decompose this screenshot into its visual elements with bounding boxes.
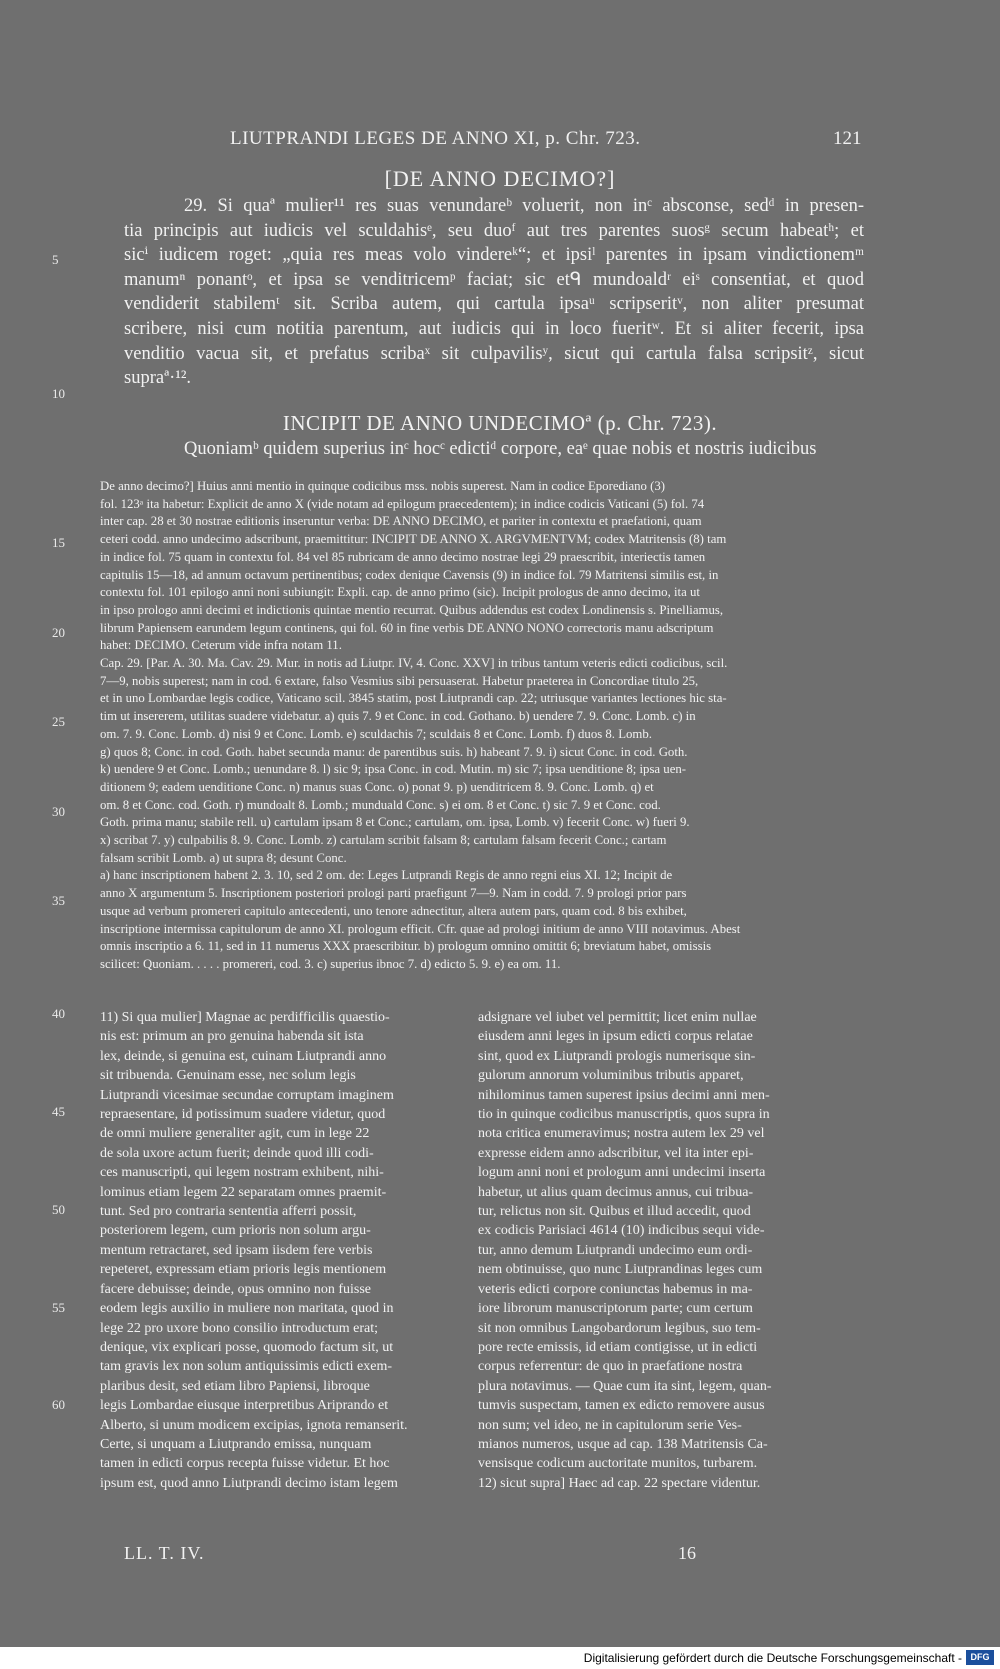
commentary-line: plura notavimus. — Quae cum ita sint, legem, quan- xyxy=(478,1378,772,1394)
apparatus-line: De anno decimo?] Huius anni mentio in quinque codicibus mss. nobis superest. Nam in codice Eporediano (3) xyxy=(100,479,666,493)
apparatus-line: in ipso prologo anni decimi et indictionis quintae mentio recurrat. Quibus addendus est codex Londinensis s. Pinelliamus, xyxy=(100,602,724,617)
commentary-line: repeteret, expressam etiam prioris legis mentionem xyxy=(100,1262,387,1278)
apparatus-line: ceteri codd. anno undecimo adscribunt, praemittitur: INCIPIT DE ANNO X. ARGVMENTVM; codex Matritensis (8) tam xyxy=(100,532,727,547)
commentary-line: tur, relictus non sit. Quibus et illud accedit, quod xyxy=(478,1204,751,1220)
commentary-line: iore librorum manuscriptorum parte; cum certum xyxy=(478,1301,753,1317)
commentary-line: tumvis suspectam, tamen ex edicto removere ausus xyxy=(478,1398,765,1414)
commentary-line: vensisque codicum auctoritate munitos, turbarem. xyxy=(478,1456,758,1472)
commentary-line: ex codicis Parisiaci 4614 (10) indicibus sequi vide- xyxy=(478,1223,765,1239)
apparatus-line: usque ad verbum promereri capitulo antecedenti, uno tenore adnectitur, altera autem pars, quam cod. 8 bis exhibet, xyxy=(100,903,687,918)
commentary-line: de omni muliere generaliter agit, cum in lege 22 xyxy=(100,1126,370,1142)
commentary-line: ces manuscripti, qui legem nostram exhibent, nihi- xyxy=(100,1165,384,1181)
apparatus-line: anno X argumentum 5. Inscriptionem posteriori prologi parti praefigunt 7—9. Nam in codd. 7. 9 prologi prior pars xyxy=(100,886,687,901)
commentary-line: corpus referrentur: de quo in praefatione nostra xyxy=(478,1359,743,1375)
margin-line-number: 20 xyxy=(52,625,65,640)
apparatus-line: librum Papiensem earundem legum continens, qui fol. 60 in fine verbis DE ANNO NONO correctoris manu adscriptum xyxy=(100,620,714,635)
commentary-line: plaribus desit, sed etiam libro Papiensi, libroque xyxy=(100,1378,370,1394)
commentary-line: nis est: primum an pro genuina habenda sit ista xyxy=(100,1029,364,1045)
apparatus-line: omnis inscriptio a 6. 11, sed in 11 numerus XXX praescribitur. b) prologum omnino omittit 6; breviatum habet, omissis xyxy=(100,939,712,954)
apparatus-line: Goth. prima manu; stabile rell. u) cartulam ipsam 8 et Conc.; cartulam, om. ipsa, Lomb. v) fecerit Conc. w) fueri 9. xyxy=(100,815,690,830)
apparatus-line: a) hanc inscriptionem habent 2. 3. 10, sed 2 om. de: Leges Lutprandi Regis de anno regni eius XI. 12; Incipit de xyxy=(100,868,673,883)
critical-apparatus xyxy=(100,478,864,974)
dfg-logo-icon: DFG xyxy=(966,1650,994,1665)
chapter-29-line: manumⁿ ponantᵒ, et ipsa se venditricemᵖ faciat; sic etᑫ mundoaldʳ eiˢ consentiat, et quod xyxy=(124,269,864,290)
apparatus-line: scilicet: Quoniam. . . . . promereri, cod. 3. c) superius ibnoc 7. d) edicto 5. 9. e) ea om. 11. xyxy=(100,956,561,971)
commentary-line: facere debuisse; deinde, opus omnino non fuisse xyxy=(100,1281,371,1297)
digitization-bar xyxy=(0,1647,1000,1669)
chapter-29-line: scribere, nisi cum notitia parentum, aut iudicis qui in loco fueritʷ. Et si aliter fecerit, ipsa xyxy=(124,318,864,339)
page-number: 121 xyxy=(833,128,862,149)
commentary-line: mentum retractaret, sed ipsam iisdem fere verbis xyxy=(100,1242,373,1258)
commentary-line: sit tribuenda. Genuinam esse, nec solum legis xyxy=(100,1068,356,1084)
margin-line-number: 55 xyxy=(52,1300,65,1315)
apparatus-line: falsam scribit Lomb. a) ut supra 8; desunt Conc. xyxy=(100,850,347,865)
apparatus-line: Cap. 29. [Par. A. 30. Ma. Cav. 29. Mur. in notis ad Liutpr. IV, 4. Conc. XXV] in tribus tantum veteris edicti codicibus, scil. xyxy=(100,656,728,671)
apparatus-line: k) uendere 9 et Conc. Lomb.; uenundare 8. l) sic 9; ipsa Conc. in cod. Mutin. m) sic 7; ipsa uenditione 8; ipsa uen- xyxy=(100,762,687,777)
chapter-29-line: supraª·¹². xyxy=(124,368,192,389)
commentary-line: sit non omnibus Langobardorum legibus, suo tem- xyxy=(478,1320,761,1336)
margin-line-number: 40 xyxy=(52,1006,65,1021)
section-title: [DE ANNO DECIMO?] xyxy=(384,166,616,191)
chapter-29-line: vendiderit stabilemᵗ sit. Scriba autem, qui cartula ipsaᵘ scripseritᵛ, non aliter presumat xyxy=(124,294,864,315)
margin-line-number: 25 xyxy=(52,714,65,729)
signature-mark: LL. T. IV. xyxy=(124,1543,205,1563)
commentary-line: tam gravis lex non solum antiquissimis edicti exem- xyxy=(100,1359,393,1375)
commentary-line: posteriorem legem, cum prioris non solum argu- xyxy=(100,1223,371,1239)
sheet-number: 16 xyxy=(678,1543,696,1563)
commentary-line: non sum; vel ideo, ne in capitulorum serie Ves- xyxy=(478,1417,742,1433)
commentary-line: ipsum est, quod anno Liutprandi decimo istam legem xyxy=(100,1475,398,1491)
commentary-line: eodem legis auxilio in muliere non maritata, quod in xyxy=(100,1301,394,1317)
chapter-29-line: sicⁱ iudicem roget: „quia res meas volo vindereᵏ“; et ipsiˡ parentes in ipsam vindictionemᵐ xyxy=(124,245,864,266)
commentary-line: lege 22 pro uxore bono consilio introductum erat; xyxy=(100,1320,378,1336)
commentary-line: pore recte emissis, id etiam contigisse, ut in edicti xyxy=(478,1339,758,1355)
chapter-29-line: venditio vacua sit, et prefatus scribaˣ sit culpavilisʸ, sicut qui cartula falsa scripsitᶻ, sicut xyxy=(124,343,864,364)
commentary-line: expresse eidem anno adscribitur, vel ita inter epi- xyxy=(478,1145,754,1161)
commentary-line: habetur, ut alius quam decimus annus, cui tribua- xyxy=(478,1184,754,1200)
margin-line-number: 15 xyxy=(52,535,65,550)
commentary-line: mianos numeros, usque ad cap. 138 Matritensis Ca- xyxy=(478,1436,768,1452)
chapter-29-line: 29. Si quaª mulier¹¹ res suas venundareᵇ voluerit, non inᶜ absconse, sedᵈ in presen- xyxy=(184,196,864,216)
commentary-line: repraesentare, id potissimum suadere videtur, quod xyxy=(100,1107,386,1123)
apparatus-line: 7—9, nobis superest; nam in cod. 6 extare, falso Vesmius sibi persuaserat. Habetur praeterea in Concordiae titulo 25, xyxy=(100,673,699,688)
commentary-line: lex, deinde, si genuina est, cuinam Liutprandi anno xyxy=(100,1048,387,1064)
apparatus-line: g) quos 8; Conc. in cod. Goth. habet secunda manu: de parentibus suis. h) habeant 7. 9. i) sicut Conc. in cod. Goth. xyxy=(100,744,688,759)
apparatus-line: capitulis 15—18, ad annum octavum pertinentibus; codex denique Cavensis (9) in indice fol. 79 Matritensi similis est, in xyxy=(100,567,719,582)
commentary-line: logum anni noni et prologum anni undecimi inserta xyxy=(478,1165,766,1181)
apparatus-line: om. 7. 9. Conc. Lomb. d) nisi 9 et Conc. Lomb. e) sculdachis 7; sculdais 8 et Conc. Lomb. f) duos 8. Lomb. xyxy=(100,726,652,741)
running-title: LIUTPRANDI LEGES DE ANNO XI, p. Chr. 723. xyxy=(230,128,641,149)
commentary-line: nem obtinuisse, quo nunc Liutprandinas leges cum xyxy=(478,1262,763,1278)
commentary-line: sint, quod ex Liutprandi prologis numerisque sin- xyxy=(478,1048,756,1064)
commentary-left-column xyxy=(100,1008,464,1493)
digitization-notice: Digitalisierung gefördert durch die Deutsche Forschungsgemeinschaft - xyxy=(583,1651,962,1665)
apparatus-line: habet: DECIMO. Ceterum vide infra notam 11. xyxy=(100,638,342,653)
commentary-line: veteris edicti corpore coniunctas habemus in ma- xyxy=(478,1281,753,1297)
commentary-line: tur, anno demum Liutprandi undecimo eum ordi- xyxy=(478,1242,753,1258)
apparatus-line: ditionem 9; eadem uenditione Conc. n) manus suas Conc. o) ponat 9. p) uenditricem 8. 9. Conc. Lomb. q) et xyxy=(100,779,654,794)
commentary-line: tunt. Sed pro contraria sententia afferri possit, xyxy=(100,1204,357,1220)
margin-line-number: 10 xyxy=(52,386,65,401)
apparatus-line: inter cap. 28 et 30 nostrae editionis inseruntur verba: DE ANNO DECIMO, et pariter in contextu et praefationi, quam xyxy=(100,514,702,529)
commentary-line: denique, vix explicari posse, quomodo factum sit, ut xyxy=(100,1339,394,1355)
margin-line-number: 30 xyxy=(52,804,65,819)
margin-line-number: 50 xyxy=(52,1202,65,1217)
margin-line-number: 60 xyxy=(52,1397,65,1412)
chapter-29-text xyxy=(124,194,864,391)
commentary-line: tamen in edicti corpus recepta fuisse videtur. Et hoc xyxy=(100,1456,390,1472)
commentary-right-column xyxy=(478,1008,864,1493)
commentary-line: Alberto, si unum modicem excipias, ignota remanserit. xyxy=(100,1417,408,1433)
prologue-first-line: Quoniamᵇ quidem superius inᶜ hocᶜ edictiᵈ corpore, eaᵉ quae nobis et nostris iudicibus xyxy=(184,439,817,459)
commentary-line: nota critica enumeravimus; nostra autem lex 29 vel xyxy=(478,1126,765,1142)
commentary-line: de sola uxore actum fuerit; deinde quod illi codi- xyxy=(100,1145,374,1161)
apparatus-line: et in uno Lombardae legis codice, Vaticano scil. 3845 statim, post Liutprandi cap. 22; utriusque variantes lectiones hic sta- xyxy=(100,691,727,706)
apparatus-line: om. 8 et Conc. cod. Goth. r) mundoalt 8. Lomb.; munduald Conc. s) ei om. 8 et Conc. t) sic 7. 9 et Conc. cod. xyxy=(100,797,661,812)
margin-line-number: 35 xyxy=(52,893,65,908)
chapter-29-line: tia principis aut iudicis vel sculdahisᵉ, seu duoᶠ aut tres parentes suosᵍ secum habeatʰ; et xyxy=(124,220,864,241)
commentary-line: legis Lombardae eiusque interpretibus Ariprando et xyxy=(100,1398,389,1414)
commentary-line: nihilominus tamen superest ipsius decimi anni men- xyxy=(478,1087,770,1103)
apparatus-line: fol. 123ᵃ ita habetur: Explicit de anno X (vide notam ad epilogum praecedentem); in indice codicis Vaticani (5) fol. 74 xyxy=(100,496,705,511)
margin-line-number: 45 xyxy=(52,1104,65,1119)
margin-line-number: 5 xyxy=(52,252,59,267)
apparatus-line: x) scribat 7. y) culpabilis 8. 9. Conc. Lomb. z) cartulam scribit falsam 8; cartulam falsam fecerit Conc.; cartam xyxy=(100,833,667,848)
apparatus-line: inscriptione intermissa capitulorum de anno XI. prologum efficit. Cfr. quae ad prologi initium de anno VIII notavimus. Abest xyxy=(100,921,741,936)
commentary-line: Certe, si unquam a Liutprando emissa, nunquam xyxy=(100,1436,372,1452)
commentary-line: tio in quinque codicibus manuscriptis, quos supra in xyxy=(478,1107,770,1123)
apparatus-line: in indice fol. 75 quam in contextu fol. 84 vel 85 rubricam de anno decimo nostrae legi 29 praescribit, interiectis tamen xyxy=(100,549,706,564)
incipit-title: INCIPIT DE ANNO UNDECIMOª (p. Chr. 723). xyxy=(282,411,718,435)
commentary-line: lominus etiam legem 22 separatam omnes praemit- xyxy=(100,1184,387,1200)
apparatus-line: contextu fol. 101 epilogo anni noni subiungit: Expli. cap. de anno primo (sic). Incipit prologus de anno decimo, ita ut xyxy=(100,585,700,600)
commentary-line: adsignare vel iubet vel permittit; licet enim nullae xyxy=(478,1010,757,1025)
commentary-line: 11) Si qua mulier] Magnae ac perdifficilis quaestio- xyxy=(100,1010,390,1025)
apparatus-line: tim ut insererem, utilitas suadere videbatur. a) quis 7. 9 et Conc. in cod. Gothano. b) uendere 7. 9. Conc. Lomb. c) in xyxy=(100,709,696,724)
commentary-line: Liutprandi vicesimae secundae corruptam imaginem xyxy=(100,1087,394,1103)
commentary-line: 12) sicut supra] Haec ad cap. 22 spectare videntur. xyxy=(478,1475,761,1491)
commentary-line: gulorum annorum voluminibus tributis apparet, xyxy=(478,1068,744,1084)
commentary-line: eiusdem anni leges in ipsum edicti corpus relatae xyxy=(478,1029,753,1045)
